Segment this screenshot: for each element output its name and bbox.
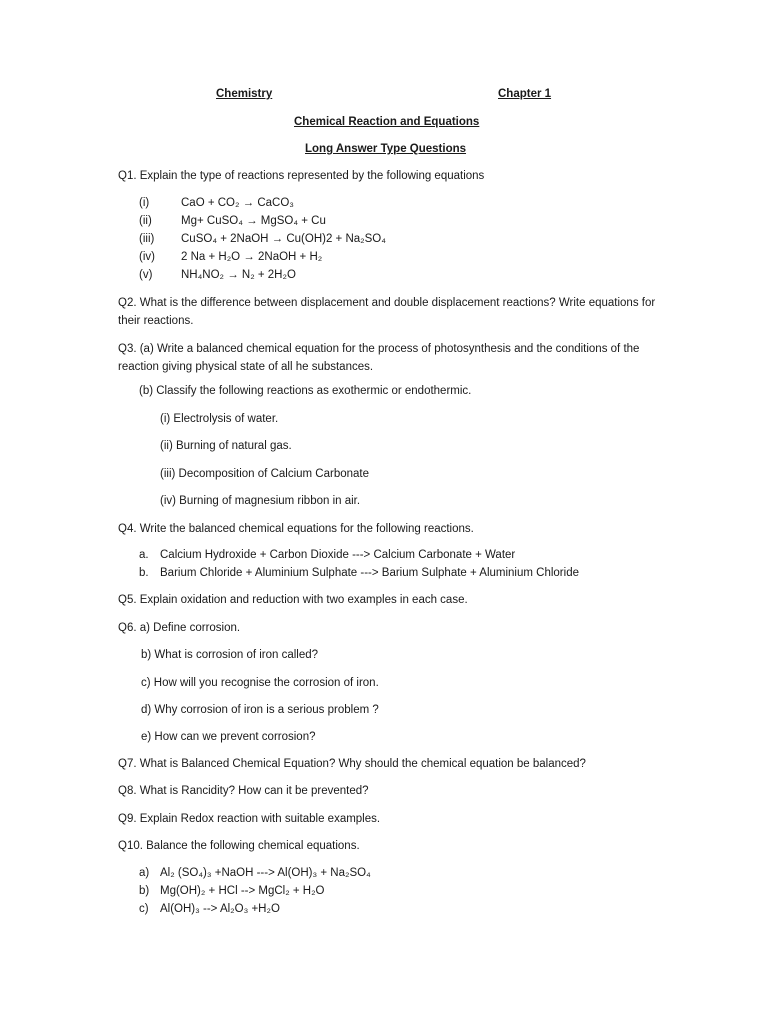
question-3b: (b) Classify the following reactions as exothermic or endothermic. — [139, 385, 472, 397]
q6-list-item: d) Why corrosion of iron is a serious problem ? — [141, 704, 379, 716]
q1-item-equation: 2 Na + H₂O → 2NaOH + H₂ — [181, 251, 323, 263]
question-4: Q4. Write the balanced chemical equations for the following reactions. — [118, 523, 474, 535]
question-6: Q6. a) Define corrosion. — [118, 622, 241, 634]
question-5: Q5. Explain oxidation and reduction with two examples in each case. — [118, 594, 468, 606]
q1-item-number: (iv) — [139, 251, 155, 263]
q10-item-text: Al₂ (SO₄)₃ +NaOH ---> Al(OH)₃ + Na₂SO₄ — [160, 867, 371, 879]
q10-item-letter: c) — [139, 903, 149, 915]
question-7: Q7. What is Balanced Chemical Equation? Why should the chemical equation be balanced? — [118, 758, 586, 770]
q10-item-letter: a) — [139, 867, 150, 879]
q1-item-number: (iii) — [139, 233, 155, 245]
q4-item-text: Calcium Hydroxide + Carbon Dioxide ---> Calcium Carbonate + Water — [160, 549, 516, 561]
q1-item-number: (i) — [139, 197, 150, 209]
q3-list-item: (iii) Decomposition of Calcium Carbonate — [160, 468, 369, 480]
question-1: Q1. Explain the type of reactions represented by the following equations — [118, 170, 485, 182]
q1-item-number: (ii) — [139, 215, 152, 227]
question-10: Q10. Balance the following chemical equations. — [118, 840, 360, 852]
q1-item-equation: Mg+ CuSO₄ → MgSO₄ + Cu — [181, 215, 326, 227]
document-title: Chemical Reaction and Equations — [294, 116, 480, 128]
q1-item-number: (v) — [139, 269, 153, 281]
question-3a: Q3. (a) Write a balanced chemical equation for the process of photosynthesis and the conditions of the reaction giving physical state of all he substances. — [118, 343, 640, 373]
q6-list-item: b) What is corrosion of iron called? — [141, 649, 319, 661]
q10-item-letter: b) — [139, 885, 150, 897]
question-8: Q8. What is Rancidity? How can it be prevented? — [118, 785, 369, 797]
q4-item-letter: a. — [139, 549, 149, 561]
q3-list-item: (iv) Burning of magnesium ribbon in air. — [160, 495, 361, 507]
q6-list-item: c) How will you recognise the corrosion of iron. — [141, 677, 379, 689]
subject-heading: Chemistry — [216, 88, 273, 100]
q4-item-text: Barium Chloride + Aluminium Sulphate ---> Barium Sulphate + Aluminium Chloride — [160, 567, 579, 579]
q1-item-equation: NH₄NO₂ → N₂ + 2H₂O — [181, 269, 296, 281]
q4-item-letter: b. — [139, 567, 149, 579]
q10-item-text: Mg(OH)₂ + HCl --> MgCl₂ + H₂O — [160, 885, 325, 897]
q1-item-equation: CuSO₄ + 2NaOH → Cu(OH)2 + Na₂SO₄ — [181, 233, 386, 245]
q6-list-item: e) How can we prevent corrosion? — [141, 731, 316, 743]
question-2: Q2. What is the difference between displacement and double displacement reactions? Write equations for their reactions. — [118, 297, 656, 327]
q3-list-item: (ii) Burning of natural gas. — [160, 440, 292, 452]
q10-item-text: Al(OH)₃ --> Al₂O₃ +H₂O — [160, 903, 280, 915]
q1-item-equation: CaO + CO₂ → CaCO₃ — [181, 197, 294, 209]
question-9: Q9. Explain Redox reaction with suitable examples. — [118, 813, 381, 825]
q3-list-item: (i) Electrolysis of water. — [160, 413, 279, 425]
document-subtitle: Long Answer Type Questions — [305, 143, 467, 155]
chapter-heading: Chapter 1 — [498, 88, 552, 100]
